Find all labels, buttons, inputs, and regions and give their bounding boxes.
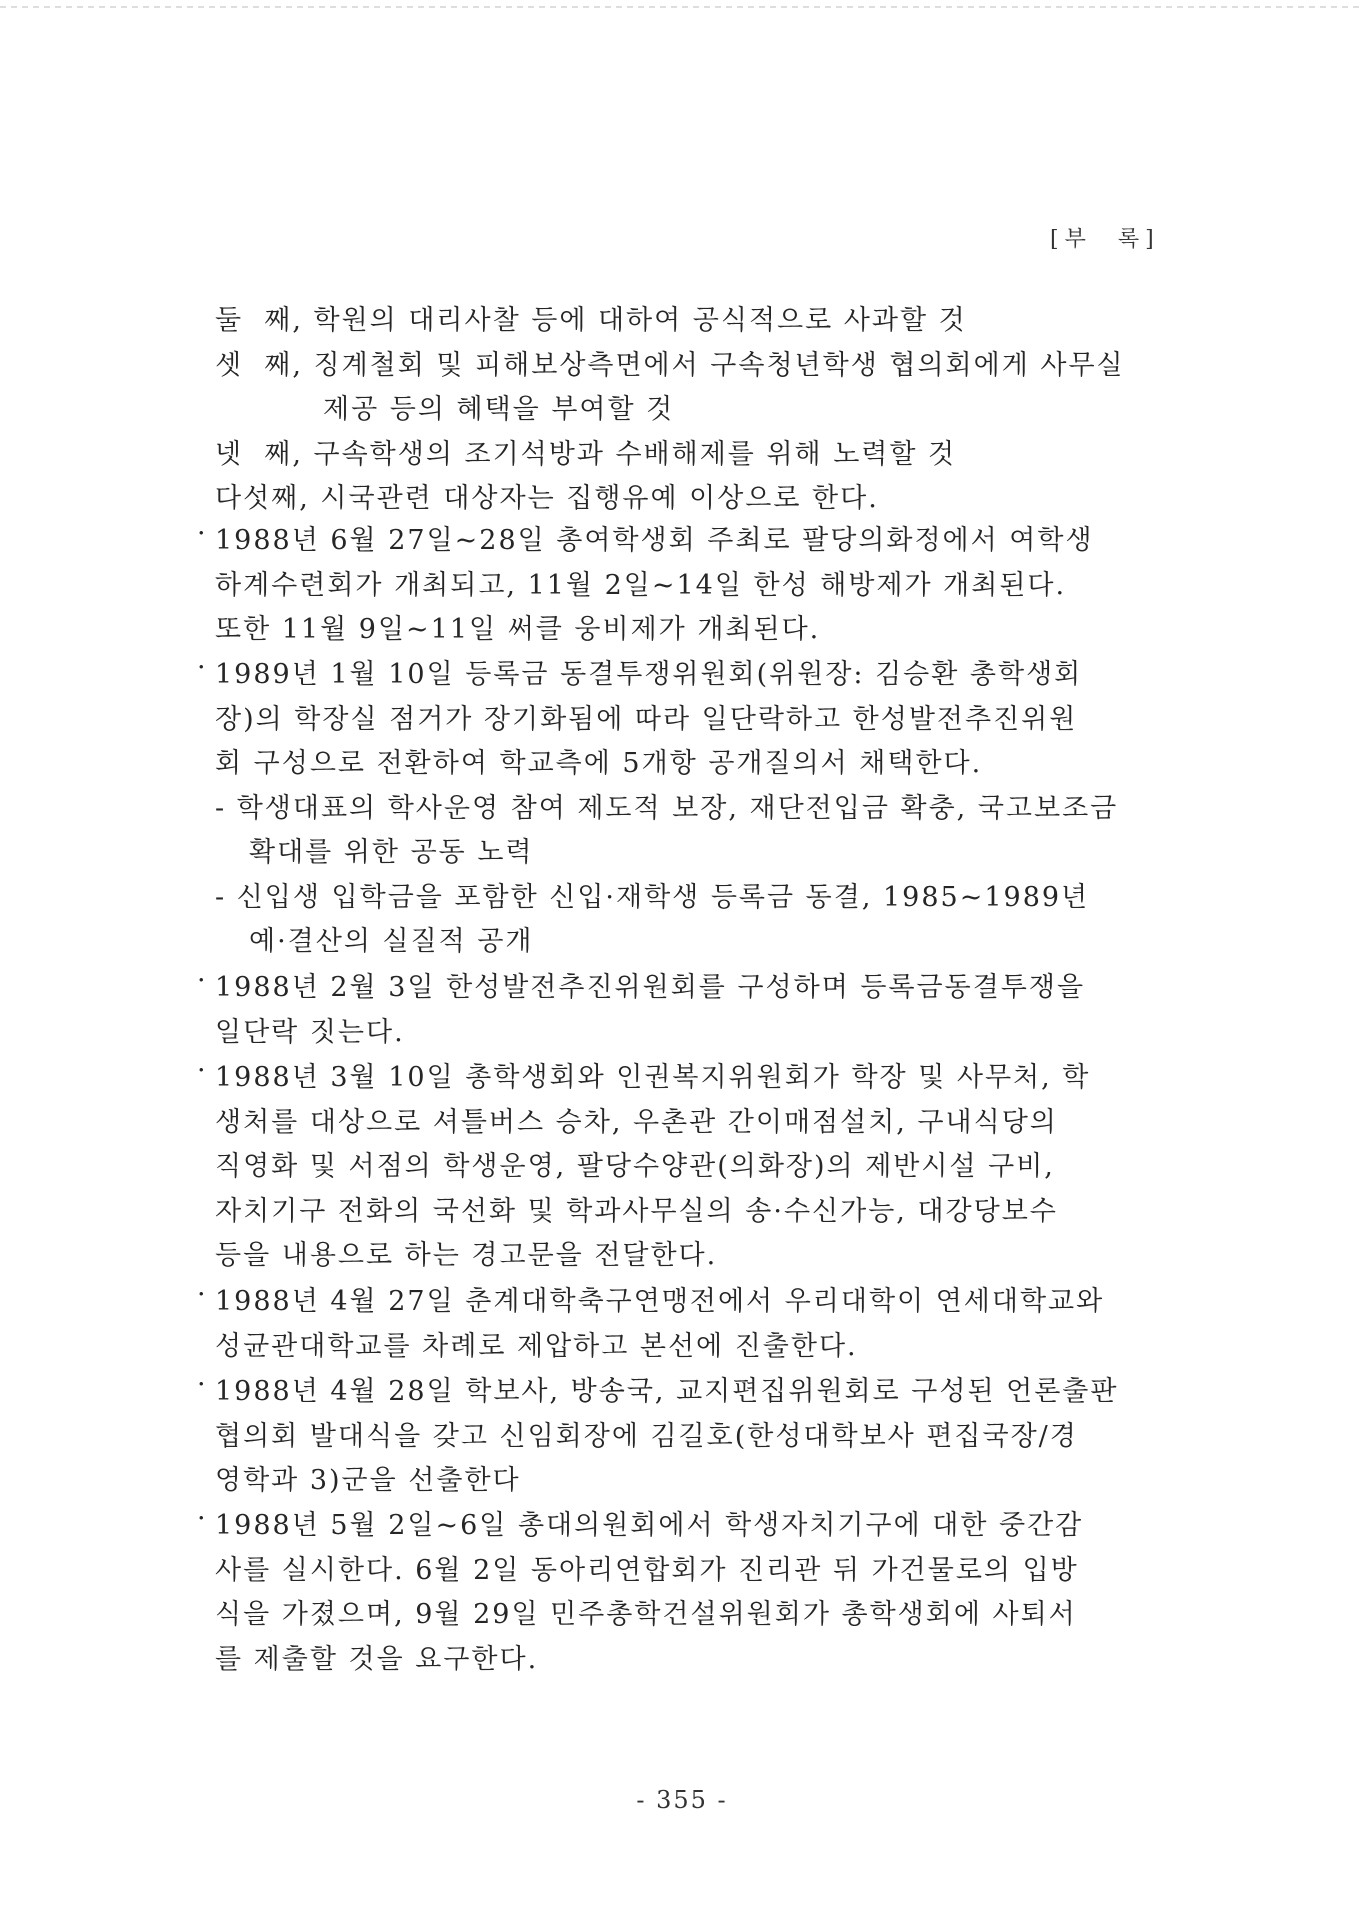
appendix-header-label: [부 록]: [1050, 227, 1160, 252]
entry-line: 등을 내용으로 하는 경고문을 전달한다.: [215, 1240, 718, 1271]
bullet-mark: ·: [197, 652, 208, 683]
bullet-mark: ·: [197, 1503, 208, 1534]
bullet-mark: ·: [197, 1279, 208, 1310]
entry-line: 1988년 5월 2일~6일 총대의원회에서 학생자치기구에 대한 중간감: [215, 1510, 1084, 1541]
sub-item-line: 예·결산의 실질적 공개: [249, 926, 534, 957]
entry-line: 1989년 1월 10일 등록금 동결투쟁위원회(위원장: 김승환 총학생회: [215, 659, 1083, 690]
entry-line: 사를 실시한다. 6월 2일 동아리연합회가 진리관 뒤 가건물로의 입방: [215, 1555, 1079, 1586]
entry-line: 생처를 대상으로 셔틀버스 승차, 우촌관 간이매점설치, 구내식당의: [215, 1107, 1058, 1138]
intro-line-fourth: 넷 째, 구속학생의 조기석방과 수배해제를 위해 노력할 것: [215, 439, 957, 470]
entry-line: 직영화 및 서점의 학생운영, 팔당수양관(의화장)의 제반시설 구비,: [215, 1151, 1055, 1182]
intro-line-third-cont: 제공 등의 혜택을 부여할 것: [323, 394, 675, 425]
sub-item-line: - 신입생 입학금을 포함한 신입·재학생 등록금 동결, 1985~1989년: [215, 882, 1090, 913]
entry-line: 1988년 4월 28일 학보사, 방송국, 교지편집위원회로 구성된 언론출판: [215, 1376, 1119, 1407]
intro-line-fifth: 다섯째, 시국관련 대상자는 집행유예 이상으로 한다.: [215, 483, 879, 514]
page-number: - 355 -: [636, 1786, 728, 1814]
entry-line: 장)의 학장실 점거가 장기화됨에 따라 일단락하고 한성발전추진위원: [215, 704, 1078, 735]
bullet-mark: ·: [197, 1369, 208, 1400]
entry-line: 영학과 3)군을 선출한다: [215, 1465, 521, 1496]
entry-line: 또한 11월 9일~11일 써클 웅비제가 개최된다.: [215, 614, 821, 645]
intro-line-second: 둘 째, 학원의 대리사찰 등에 대하여 공식적으로 사과할 것: [215, 305, 967, 336]
entry-line: 1988년 6월 27일~28일 총여학생회 주최로 팔당의화정에서 여학생: [215, 525, 1094, 556]
scan-edge-line: [0, 6, 1364, 8]
entry-line: 1988년 3월 10일 총학생회와 인권복지위원회가 학장 및 사무처, 학: [215, 1062, 1091, 1093]
sub-item-line: 확대를 위한 공동 노력: [249, 837, 534, 868]
entry-line: 일단락 짓는다.: [215, 1017, 405, 1048]
entry-line: 회 구성으로 전환하여 학교측에 5개항 공개질의서 채택한다.: [215, 748, 983, 779]
entry-line: 1988년 2월 3일 한성발전추진위원회를 구성하며 등록금동결투쟁을: [215, 972, 1086, 1003]
bullet-mark: ·: [197, 1055, 208, 1086]
entry-line: 성균관대학교를 차례로 제압하고 본선에 진출한다.: [215, 1331, 858, 1362]
entry-line: 자치기구 전화의 국선화 및 학과사무실의 송·수신가능, 대강당보수: [215, 1196, 1058, 1227]
bullet-mark: ·: [197, 518, 208, 549]
entry-line: 를 제출할 것을 요구한다.: [215, 1644, 539, 1675]
entry-line: 1988년 4월 27일 춘계대학축구연맹전에서 우리대학이 연세대학교와: [215, 1286, 1105, 1317]
entry-line: 협의회 발대식을 갖고 신임회장에 김길호(한성대학보사 편집국장/경: [215, 1421, 1078, 1452]
entry-line: 식을 가졌으며, 9월 29일 민주총학건설위원회가 총학생회에 사퇴서: [215, 1599, 1077, 1630]
entry-line: 하계수련회가 개최되고, 11월 2일~14일 한성 해방제가 개최된다.: [215, 570, 1067, 601]
bullet-mark: ·: [197, 965, 208, 996]
sub-item-line: - 학생대표의 학사운영 참여 제도적 보장, 재단전입금 확충, 국고보조금: [215, 793, 1119, 824]
intro-line-third: 셋 째, 징계철회 및 피해보상측면에서 구속청년학생 협의회에게 사무실: [215, 350, 1125, 381]
